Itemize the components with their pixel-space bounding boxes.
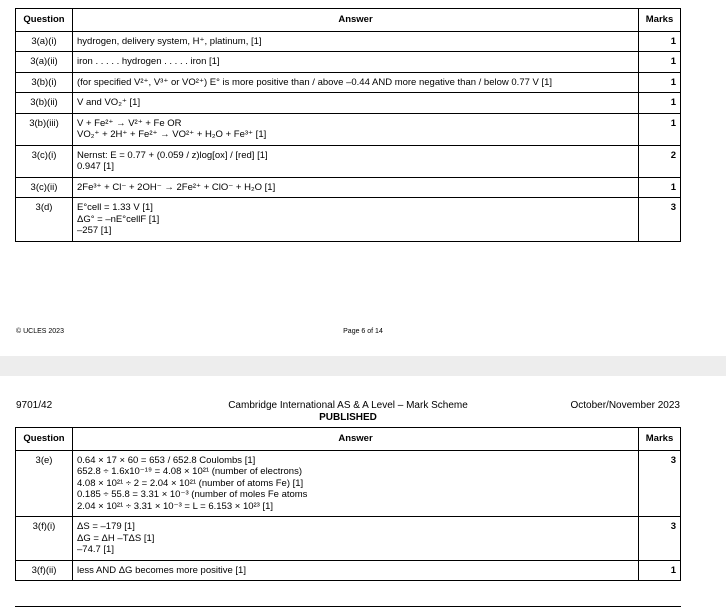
- marks-cell: 1: [639, 31, 681, 52]
- answer-cell: [73, 52, 639, 73]
- page-gap: [0, 356, 726, 376]
- table-row: [16, 52, 681, 73]
- table-row: [16, 198, 681, 242]
- marks-cell: 1: [639, 177, 681, 198]
- question-cell: 3(c)(ii): [16, 177, 73, 198]
- marks-cell: 1: [639, 93, 681, 114]
- mark-scheme-title: Cambridge International AS & A Level – Mark Scheme: [228, 400, 468, 411]
- marks-column-header: Marks: [639, 428, 681, 451]
- copyright-footer: © UCLES 2023: [16, 328, 64, 335]
- mark-scheme-page-7: [0, 376, 726, 609]
- answer-line: (for specified V²⁺, V³⁺ or VO²⁺) E° is more positive than / above –0.44 AND more negative than / below 0.77 V [1]: [77, 76, 553, 88]
- table-row: [16, 517, 681, 561]
- marks-cell: 2: [639, 145, 681, 177]
- table-row: [16, 31, 681, 52]
- answer-line: E°cell = 1.33 V [1]: [77, 202, 153, 213]
- answer-line: Nernst: E = 0.77 + (0.059 / z)log[ox] / [red] [1]: [77, 149, 268, 161]
- question-cell: 3(d): [16, 198, 73, 242]
- page-number-footer: Page 6 of 14: [343, 328, 383, 335]
- marks-cell: 1: [639, 560, 681, 581]
- question-cell: 3(b)(ii): [16, 93, 73, 114]
- answer-line: 2Fe³⁺ + Cl⁻ + 2OH⁻ → 2Fe²⁺ + ClO⁻ + H₂O [1]: [77, 181, 276, 193]
- answer-line: ΔG = ΔH –TΔS [1]: [77, 532, 155, 544]
- answer-line: iron . . . . . hydrogen . . . . . iron [1]: [77, 56, 220, 67]
- answer-line: 4.08 × 10²¹ ÷ 2 = 2.04 × 10²¹ (number of atoms Fe) [1]: [77, 477, 304, 489]
- question-cell: 3(f)(i): [16, 517, 73, 561]
- answer-line: 0.64 × 17 × 60 = 653 / 652.8 Coulombs [1]: [77, 454, 256, 466]
- answer-line: ΔS = –179 [1]: [77, 521, 135, 532]
- question-cell: 3(c)(i): [16, 145, 73, 177]
- answer-cell: [73, 177, 639, 198]
- table-row: [16, 560, 681, 581]
- marks-column-header: Marks: [639, 9, 681, 32]
- exam-session: October/November 2023: [570, 400, 680, 411]
- table-row: [16, 113, 681, 145]
- answer-line: 2.04 × 10²¹ ÷ 3.31 × 10⁻³ = L = 6.153 × 10²³ [1]: [77, 500, 274, 512]
- mark-scheme-table-page7: [15, 427, 681, 581]
- published-label: PUBLISHED: [319, 412, 377, 423]
- answer-cell: [73, 72, 639, 93]
- table-row: [16, 72, 681, 93]
- answer-cell: [73, 198, 639, 242]
- answer-column-header: Answer: [73, 9, 639, 32]
- marks-cell: 3: [639, 198, 681, 242]
- table-row: [16, 177, 681, 198]
- question-cell: 3(a)(i): [16, 31, 73, 52]
- question-cell: 3(f)(ii): [16, 560, 73, 581]
- question-cell: 3(b)(iii): [16, 113, 73, 145]
- answer-line: VO₂⁺ + 2H⁺ + Fe²⁺ → VO²⁺ + H₂O + Fe³⁺ [1]: [77, 129, 267, 140]
- mark-scheme-table-page6: [15, 8, 681, 242]
- answer-line: less AND ΔG becomes more positive [1]: [77, 564, 246, 576]
- question-cell: 3(a)(ii): [16, 52, 73, 73]
- answer-cell: [73, 113, 639, 145]
- table-row: [16, 145, 681, 177]
- marks-cell: 1: [639, 72, 681, 93]
- answer-column-header: Answer: [73, 428, 639, 451]
- answer-cell: [73, 93, 639, 114]
- answer-line: hydrogen, delivery system, H⁺, platinum, [1]: [77, 35, 262, 47]
- question-column-header: Question: [16, 9, 73, 32]
- answer-line: V and VO₂⁺ [1]: [77, 97, 141, 108]
- answer-line: 0.947 [1]: [77, 161, 114, 172]
- answer-line: 652.8 ÷ 1.6x10⁻¹⁹ = 4.08 × 10²¹ (number of electrons): [77, 466, 302, 477]
- answer-line: V + Fe²⁺ → V²⁺ + Fe OR: [77, 117, 182, 129]
- table-row: [16, 450, 681, 517]
- answer-cell: [73, 517, 639, 561]
- answer-line: –74.7 [1]: [77, 544, 114, 555]
- paper-code: 9701/42: [16, 400, 53, 411]
- answer-cell: [73, 145, 639, 177]
- answer-cell: [73, 560, 639, 581]
- answer-cell: [73, 450, 639, 517]
- table-header-row: [16, 428, 681, 451]
- next-table-top-rule: [15, 606, 681, 607]
- answer-line: ΔG° = –nE°cellF [1]: [77, 213, 160, 225]
- table-header-row: [16, 9, 681, 32]
- marks-cell: 3: [639, 517, 681, 561]
- answer-line: –257 [1]: [77, 225, 112, 236]
- answer-line: 0.185 ÷ 55.8 = 3.31 × 10⁻³ (number of moles Fe atoms: [77, 489, 308, 500]
- marks-cell: 1: [639, 113, 681, 145]
- table-row: [16, 93, 681, 114]
- question-cell: 3(e): [16, 450, 73, 517]
- marks-cell: 3: [639, 450, 681, 517]
- marks-cell: 1: [639, 52, 681, 73]
- answer-cell: [73, 31, 639, 52]
- question-cell: 3(b)(i): [16, 72, 73, 93]
- question-column-header: Question: [16, 428, 73, 451]
